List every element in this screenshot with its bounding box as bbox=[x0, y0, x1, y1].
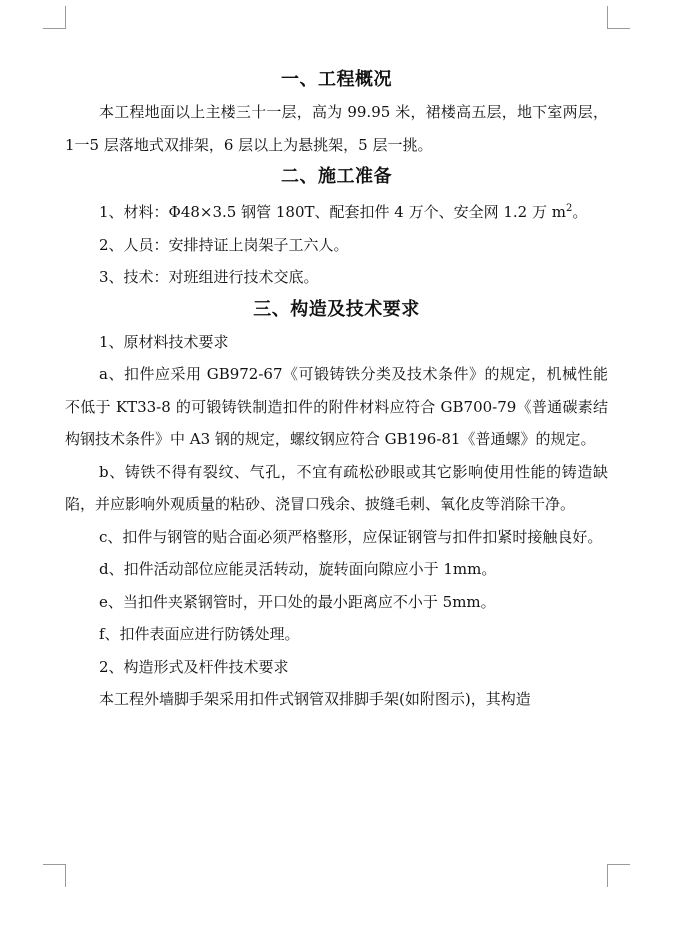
overview-paragraph: 本工程地面以上主楼三十一层，高为 99.95 米，裙楼高五层，地下室两层，1一5 层落地式双排架，6 层以上为悬挑架，5 层一挑。 bbox=[65, 103, 608, 154]
document-body bbox=[65, 64, 608, 716]
section-heading-technical: 三、构造及技术要求 bbox=[253, 298, 420, 320]
tech-item-d: d、扣件活动部位应能灵活转动，旋转面向隙应小于 1mm。 bbox=[99, 560, 497, 578]
crop-mark-top-right bbox=[607, 6, 630, 29]
prep-item-materials-text: 1、材料：Φ48×3.5 钢管 180T、配套扣件 4 万个、安全网 1.2 万 m bbox=[99, 203, 566, 221]
crop-mark-top-left bbox=[43, 6, 66, 29]
prep-item-technical: 3、技术：对班组进行技术交底。 bbox=[99, 268, 319, 286]
prep-item-materials bbox=[65, 193, 608, 229]
tech-subheading-raw-materials: 1、原材料技术要求 bbox=[99, 332, 229, 351]
tech-structure-paragraph: 本工程外墙脚手架采用扣件式钢管双排脚手架(如附图示)，其构造 bbox=[99, 690, 531, 708]
crop-mark-bottom-right bbox=[607, 864, 630, 887]
superscript-2: 2 bbox=[566, 203, 573, 214]
section-heading-preparation: 二、施工准备 bbox=[281, 166, 392, 187]
tech-item-e: e、当扣件夹紧钢管时，开口处的最小距离应不小于 5mm。 bbox=[99, 592, 496, 611]
prep-item-materials-end: 。 bbox=[572, 203, 588, 221]
tech-item-a: a、扣件应采用 GB972-67《可锻铸铁分类及技术条件》的规定，机械性能不低于 KT33-8 的可锻铸铁制造扣件的附件材料应符合 GB700-79《普通碳素结构钢技术条件》中 A3 钢的规定，螺纹钢应符合 GB196-81《普通螺》的规定。 bbox=[65, 365, 608, 448]
tech-subheading-structure: 2、构造形式及杆件技术要求 bbox=[99, 657, 289, 676]
tech-item-f: f、扣件表面应进行防锈处理。 bbox=[99, 625, 300, 643]
tech-item-c: c、扣件与钢管的贴合面必须严格整形，应保证钢管与扣件扣紧时接触良好。 bbox=[99, 527, 603, 546]
prep-item-personnel: 2、人员：安排持证上岗架子工六人。 bbox=[99, 235, 349, 254]
tech-item-b: b、铸铁不得有裂纹、气孔，不宜有疏松砂眼或其它影响使用性能的铸造缺陷，并应影响外观质量的粘砂、浇冒口残余、披缝毛刺、氧化皮等消除干净。 bbox=[65, 462, 608, 513]
section-heading-overview: 一、工程概况 bbox=[281, 69, 392, 90]
crop-mark-bottom-left bbox=[43, 864, 66, 887]
